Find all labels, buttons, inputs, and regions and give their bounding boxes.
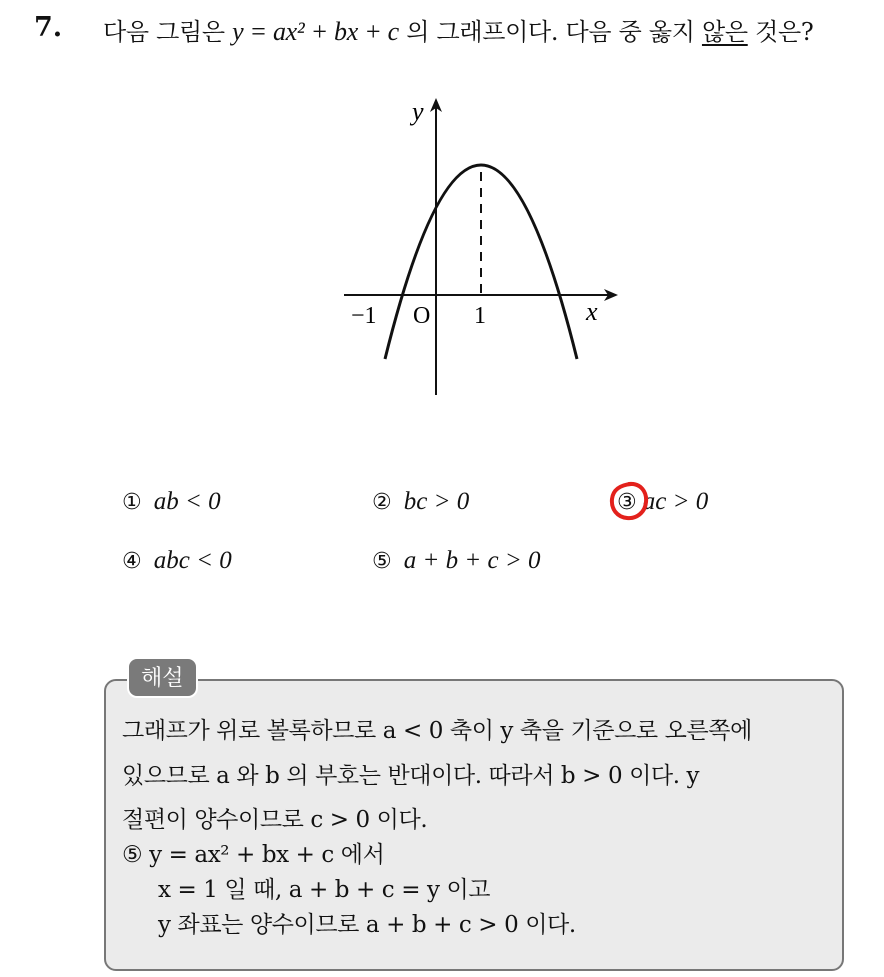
question-end: 것은?: [755, 18, 814, 46]
choice-3-mark: ③: [617, 490, 637, 515]
choice-5-mark: ⑤: [372, 549, 392, 574]
choice-1-expr: ab < 0: [153, 488, 221, 515]
choice-5[interactable]: [372, 547, 540, 575]
tick-label-neg1: −1: [351, 303, 377, 329]
choice-1[interactable]: [122, 488, 221, 516]
question-underlined-word: 않은: [701, 18, 748, 46]
x-axis-label: x: [586, 297, 598, 326]
choice-3[interactable]: [617, 488, 708, 516]
question-number: 7.: [34, 12, 63, 43]
question-text: [103, 12, 813, 47]
solution-line-5: x = 1 일 때, a + b + c = y 이고: [158, 877, 491, 903]
choice-4-mark: ④: [122, 549, 142, 574]
choice-2[interactable]: [372, 488, 469, 516]
solution-line-3: 절편이 양수이므로 c > 0 이다.: [122, 807, 428, 833]
solution-line-1: 그래프가 위로 볼록하므로 a < 0 축이 y 축을 기준으로 오른쪽에: [122, 718, 752, 744]
choice-4-expr: abc < 0: [153, 547, 232, 574]
origin-label: O: [413, 303, 431, 329]
choice-3-expr: ac > 0: [642, 488, 709, 515]
choice-5-expr: a + b + c > 0: [403, 547, 541, 574]
choice-4[interactable]: [122, 547, 232, 575]
question-prefix: 다음 그림은: [103, 18, 225, 46]
parabola-graph: [330, 90, 630, 410]
solution-line-2: 있으므로 a 와 b 의 부호는 반대이다. 따라서 b > 0 이다. y: [122, 763, 700, 789]
solution-line-4: ⑤ y = ax² + bx + c 에서: [122, 842, 385, 868]
y-axis-label: y: [412, 97, 424, 126]
solution-line-6: y 좌표는 양수이므로 a + b + c > 0 이다.: [158, 912, 576, 938]
choice-2-expr: bc > 0: [403, 488, 470, 515]
question-equation: y = ax² + bx + c: [232, 17, 399, 46]
choice-3-mark-wrap: [617, 489, 643, 515]
solution-tag: 해설: [127, 657, 198, 698]
tick-label-1: 1: [474, 303, 486, 329]
choice-2-mark: ②: [372, 490, 392, 515]
choice-1-mark: ①: [122, 490, 142, 515]
question-suffix: 의 그래프이다. 다음 중 옳지: [406, 18, 695, 46]
